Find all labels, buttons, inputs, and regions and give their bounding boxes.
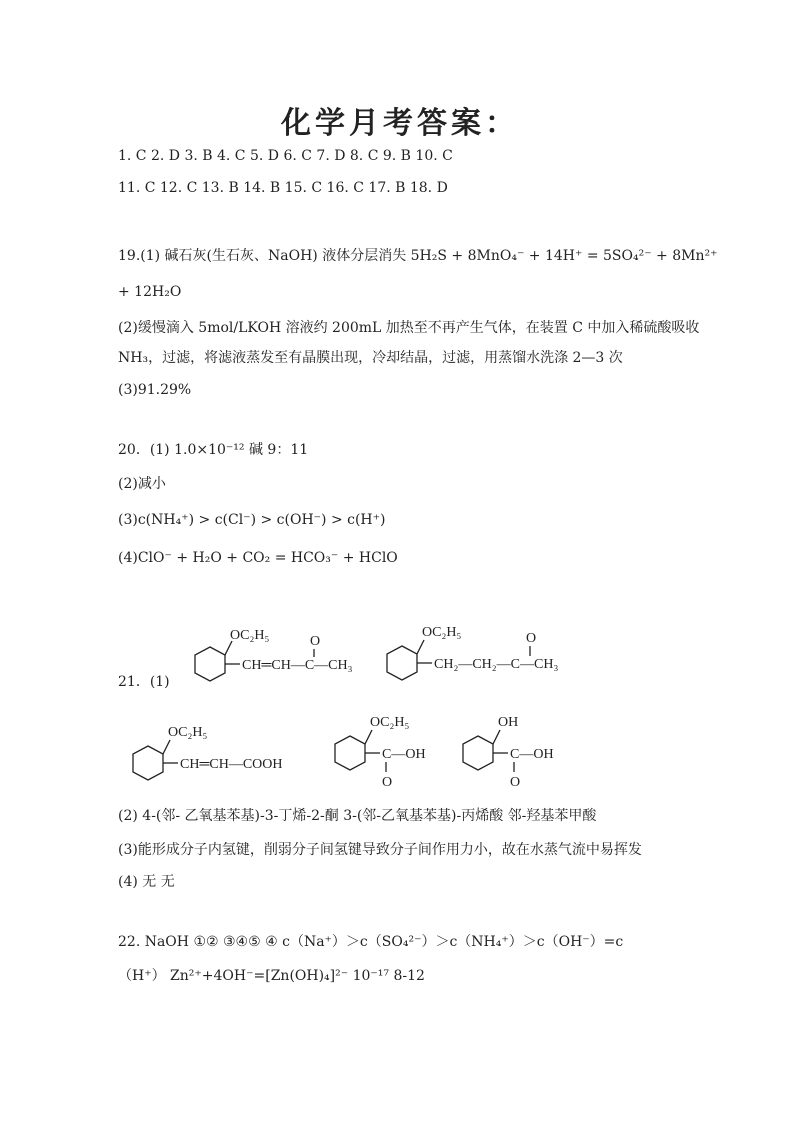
q19-line-1: 19.(1) 碱石灰(生石灰、NaOH) 液体分层消失 5H₂S + 8MnO₄⁻ + 14H⁺ = 5SO₄²⁻ + 8Mn²⁺ [118,248,718,264]
mol5-chain: C—OH [510,747,554,762]
mol5-substituent: OH [498,715,519,730]
q21-label: 21．(1) [118,674,170,690]
q21-line-3: (3)能形成分子内氢键，削弱分子间氢键导致分子间作用力小，故在水蒸气流中易挥发 [118,842,642,858]
q19-line-5: (3)91.29% [118,382,192,398]
q20-line-3: (3)c(NH₄⁺) > c(Cl⁻) > c(OH⁻) > c(H⁺) [118,512,386,528]
structure-mol-2 [372,612,602,692]
mol3-substituent: OC₂H₅ [168,725,208,740]
mol1-chain: CH═CH—C—CH₃ [242,658,353,673]
mol4-carbonyl-o: O [382,775,393,790]
mol2-substituent: OC₂H₅ [422,625,462,640]
q20-line-2: (2)减小 [118,476,166,492]
q19-line-2: + 12H₂O [118,284,182,300]
q20-line-1: 20．(1) 1.0×10⁻¹² 碱 9：11 [118,442,309,458]
structure-mol-1 [180,615,380,695]
q22-line-2: （H⁺） Zn²⁺+4OH⁻=[Zn(OH)₄]²⁻ 10⁻¹⁷ 8-12 [118,968,425,984]
structure-mol-3 [118,712,318,792]
benzene-ring [335,736,365,770]
benzene-ring [463,736,493,770]
benzene-ring [133,746,163,780]
mc-answers-row-1: 1. C 2. D 3. B 4. C 5. D 6. C 7. D 8. C 9. B 10. C [118,148,453,164]
q22-line-1: 22. NaOH ①② ③④⑤ ④ c（Na⁺）＞c（SO₄²⁻）＞c（NH₄⁺）＞c（OH⁻）=c [118,934,624,950]
benzene-ring [387,646,417,680]
mol4-substituent: OC₂H₅ [370,715,410,730]
mol5-carbonyl-o: O [510,775,521,790]
mol2-chain: CH₂—CH₂—C—CH₃ [434,657,559,672]
q19-line-4: NH₃，过滤，将滤液蒸发至有晶膜出现，冷却结晶，过滤，用蒸馏水洗涤 2—3 次 [118,350,623,366]
structure-mol-5 [448,702,578,792]
mol1-substituent: OC₂H₅ [230,628,270,643]
mc-answers-row-2: 11. C 12. C 13. B 14. B 15. C 16. C 17. B 18. D [118,180,448,196]
mol4-chain: C—OH [382,747,426,762]
page-title: 化学月考答案： [281,106,519,141]
q19-line-3: (2)缓慢滴入 5mol/LKOH 溶液约 200mL 加热至不再产生气体，在装置 C 中加入稀硫酸吸收 [118,320,700,336]
mol2-carbonyl-o: O [526,631,537,646]
q21-line-2: (2) 4-(邻- 乙氧基苯基)-3-丁烯-2-酮 3-(邻-乙氧基苯基)-丙烯酸 邻-羟基苯甲酸 [118,808,597,824]
mol3-chain: CH═CH—COOH [180,757,283,772]
q20-line-4: (4)ClO⁻ + H₂O + CO₂ = HCO₃⁻ + HClO [118,550,398,566]
structure-mol-4 [320,702,440,792]
q21-line-4: (4) 无 无 [118,874,175,890]
mol1-carbonyl-o: O [310,634,321,649]
benzene-ring [195,647,225,681]
